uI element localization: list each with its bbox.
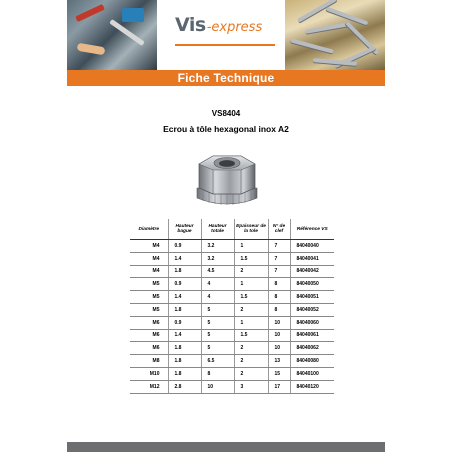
cell-epaisseur: 2 xyxy=(234,367,268,380)
brand-logo xyxy=(175,14,275,44)
cell-epaisseur: 3 xyxy=(234,380,268,393)
cell-hauteur-bague: 1.8 xyxy=(168,342,201,355)
cell-hauteur-bague: 1.8 xyxy=(168,265,201,278)
cell-diametre: M12 xyxy=(130,380,168,393)
table-row xyxy=(130,278,334,291)
cell-hauteur-totale: 3.2 xyxy=(201,252,234,265)
table-row xyxy=(130,303,334,316)
cell-diametre: M10 xyxy=(130,367,168,380)
cell-hauteur-totale: 3.2 xyxy=(201,240,234,253)
cell-hauteur-bague: 0.9 xyxy=(168,278,201,291)
table-row xyxy=(130,291,334,304)
table-row xyxy=(130,265,334,278)
brand-accent: -express xyxy=(206,20,263,35)
header-epaisseur: Epaisseur de la tole xyxy=(234,219,268,240)
cell-clef: 10 xyxy=(268,342,290,355)
cell-hauteur-totale: 5 xyxy=(201,342,234,355)
cell-clef: 8 xyxy=(268,278,290,291)
cell-diametre: M8 xyxy=(130,355,168,368)
cell-hauteur-bague: 2.8 xyxy=(168,380,201,393)
cell-epaisseur: 2 xyxy=(234,342,268,355)
tools-photo xyxy=(67,0,157,70)
cell-hauteur-bague: 1.4 xyxy=(168,291,201,304)
cell-hauteur-totale: 10 xyxy=(201,380,234,393)
cell-clef: 10 xyxy=(268,316,290,329)
brand-name: Vis xyxy=(175,14,206,36)
cell-clef: 8 xyxy=(268,303,290,316)
cell-diametre: M6 xyxy=(130,316,168,329)
table-row xyxy=(130,380,334,393)
cell-diametre: M6 xyxy=(130,329,168,342)
cell-reference: 84040061 xyxy=(290,329,334,342)
table-row xyxy=(130,367,334,380)
cell-hauteur-bague: 1.4 xyxy=(168,252,201,265)
cell-hauteur-bague: 1.4 xyxy=(168,329,201,342)
cell-hauteur-totale: 4 xyxy=(201,278,234,291)
product-name: Ecrou à tôle hexagonal inox A2 xyxy=(163,124,289,134)
cell-hauteur-bague: 0.9 xyxy=(168,316,201,329)
cell-reference: 84040120 xyxy=(290,380,334,393)
header-diametre: Diamètre xyxy=(130,219,168,240)
cell-diametre: M5 xyxy=(130,278,168,291)
cell-clef: 7 xyxy=(268,252,290,265)
cell-diametre: M4 xyxy=(130,252,168,265)
footer-bar xyxy=(67,442,385,452)
hex-nut-image xyxy=(187,142,267,214)
header-hauteur-bague: Hauteur bague xyxy=(168,219,201,240)
cell-epaisseur: 1.5 xyxy=(234,291,268,304)
cell-epaisseur: 2 xyxy=(234,265,268,278)
header-reference: Référence VS xyxy=(290,219,334,240)
cell-hauteur-bague: 1.8 xyxy=(168,303,201,316)
cell-hauteur-totale: 4.5 xyxy=(201,265,234,278)
cell-clef: 13 xyxy=(268,355,290,368)
cell-reference: 84040062 xyxy=(290,342,334,355)
cell-reference: 84040080 xyxy=(290,355,334,368)
cell-clef: 7 xyxy=(268,240,290,253)
table-row xyxy=(130,240,334,253)
cell-hauteur-totale: 5 xyxy=(201,329,234,342)
cell-reference: 84040041 xyxy=(290,252,334,265)
table-row xyxy=(130,355,334,368)
cell-clef: 8 xyxy=(268,291,290,304)
cell-reference: 84040052 xyxy=(290,303,334,316)
cell-clef: 17 xyxy=(268,380,290,393)
spec-table xyxy=(130,219,334,394)
cell-diametre: M4 xyxy=(130,240,168,253)
header-hauteur-totale: Hauteur totale xyxy=(201,219,234,240)
cell-clef: 15 xyxy=(268,367,290,380)
cell-diametre: M5 xyxy=(130,291,168,304)
page-title: Fiche Technique xyxy=(67,70,385,86)
cell-epaisseur: 1 xyxy=(234,316,268,329)
cell-hauteur-totale: 8 xyxy=(201,367,234,380)
cell-clef: 10 xyxy=(268,329,290,342)
cell-epaisseur: 1.5 xyxy=(234,252,268,265)
cell-reference: 84040051 xyxy=(290,291,334,304)
cell-reference: 84040040 xyxy=(290,240,334,253)
cell-reference: 84040042 xyxy=(290,265,334,278)
header-banner xyxy=(67,0,385,70)
cell-epaisseur: 2 xyxy=(234,303,268,316)
cell-diametre: M5 xyxy=(130,303,168,316)
cell-reference: 84040050 xyxy=(290,278,334,291)
cell-hauteur-bague: 1.8 xyxy=(168,355,201,368)
cell-epaisseur: 2 xyxy=(234,355,268,368)
cell-reference: 84040060 xyxy=(290,316,334,329)
cell-hauteur-bague: 0.9 xyxy=(168,240,201,253)
table-header-row xyxy=(130,219,334,240)
cell-hauteur-bague: 1.8 xyxy=(168,367,201,380)
cell-diametre: M4 xyxy=(130,265,168,278)
cell-hauteur-totale: 5 xyxy=(201,316,234,329)
cell-hauteur-totale: 5 xyxy=(201,303,234,316)
header-clef: N° de clef xyxy=(268,219,290,240)
cell-hauteur-totale: 4 xyxy=(201,291,234,304)
cell-epaisseur: 1 xyxy=(234,278,268,291)
cell-clef: 7 xyxy=(268,265,290,278)
cell-hauteur-totale: 6.5 xyxy=(201,355,234,368)
cell-epaisseur: 1 xyxy=(234,240,268,253)
product-code: VS8404 xyxy=(211,109,241,118)
table-row xyxy=(130,252,334,265)
table-row xyxy=(130,316,334,329)
table-row xyxy=(130,329,334,342)
brand-underline xyxy=(175,44,275,46)
cell-reference: 84040100 xyxy=(290,367,334,380)
screws-photo xyxy=(285,0,385,70)
table-row xyxy=(130,342,334,355)
cell-epaisseur: 1.5 xyxy=(234,329,268,342)
cell-diametre: M6 xyxy=(130,342,168,355)
